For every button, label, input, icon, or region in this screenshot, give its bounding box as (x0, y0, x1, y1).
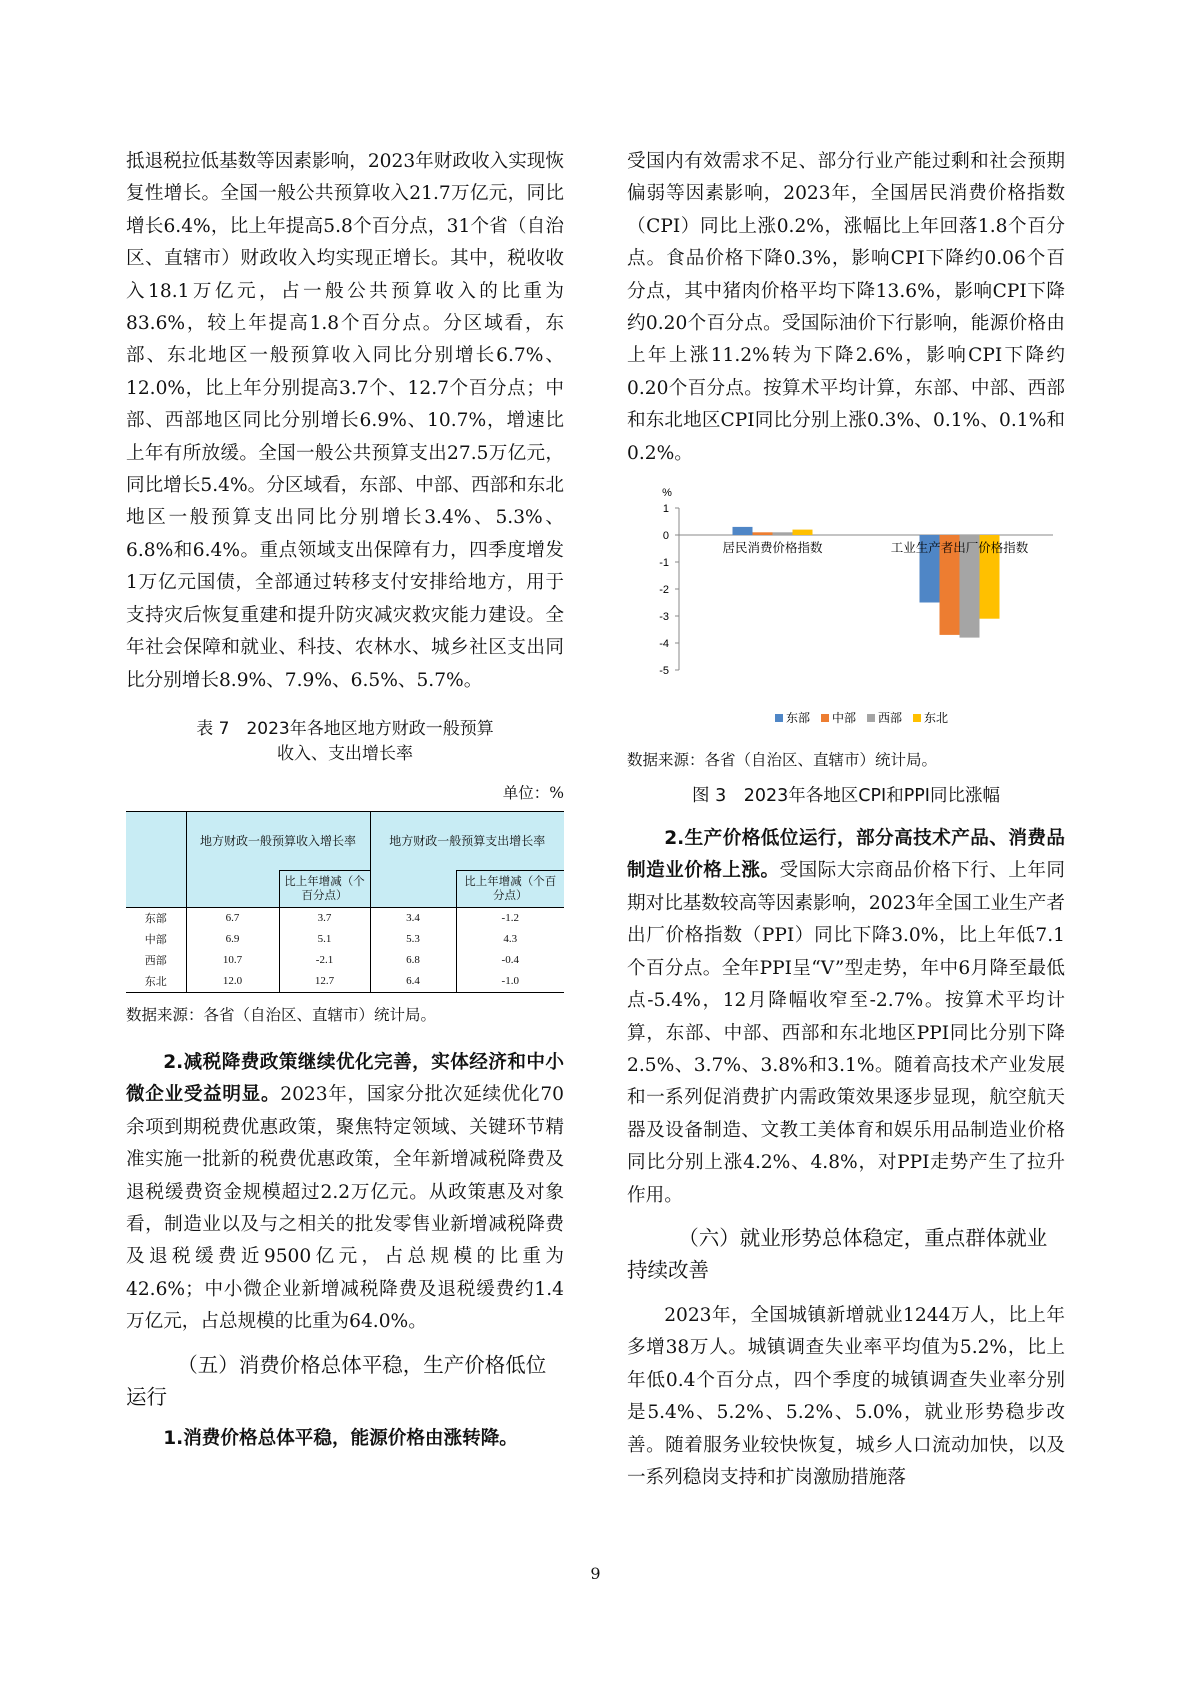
row-rev-chg: 3.7 (279, 907, 370, 929)
row-region: 东北 (126, 971, 186, 993)
cpi-paragraph: 受国内有效需求不足、部分行业产能过剩和社会预期偏弱等因素影响，2023年，全国居民消费价格指数（CPI）同比上涨0.2%，涨幅比上年回落1.8个百分点。食品价格下降0.3%，影响CPI下降约0.06个百分点，其中猪肉价格平均下降13.6%，影响CPI下降约0.20个百分点。受国际油价下行影响，能源价格由上年上涨11.2%转为下降2.6%，影响CPI下降约0.20个百分点。按算术平均计算，东部、中部、西部和东北地区CPI同比分别上涨0.3%、0.1%、0.1%和0.2%。 (627, 151, 1065, 464)
cpi-ppi-chart (627, 482, 1065, 744)
ppi-paragraph (627, 823, 1065, 1212)
y-tick-label: -3 (659, 611, 669, 624)
section-heading-5: （五）消费价格总体平稳，生产价格低位运行 (126, 1352, 547, 1409)
legend-swatch (821, 714, 829, 722)
ppi-paragraph-body: 受国际大宗商品价格下行、上年同期对比基数较高等因素影响，2023年全国工业生产者出厂价格指数（PPI）同比下降3.0%，比上年低7.1个百分点。全年PPI呈“V”型走势，年中6月降至最低点-5.4%，12月降幅收窄至-2.7%。按算术平均计算，东部、中部、西部和东北地区PPI同比分别下降2.5%、3.7%、3.8%和3.1%。随着高技术产业发展和一系列促消费扩内需政策效果逐步显现，航空航天器及设备制造、文教工美体育和娱乐用品制造业价格同比分别上涨4.2%、4.8%，对PPI走势产生了拉升作用。 (627, 860, 1065, 1206)
chart-bar (753, 532, 773, 535)
subheader-revenue: 比上年增减（个百分点） (279, 870, 370, 907)
row-exp: 6.4 (370, 971, 456, 993)
row-region: 西部 (126, 950, 186, 971)
row-rev-chg: 12.7 (279, 971, 370, 993)
chart-bar (773, 532, 793, 535)
tax-paragraph-lead: 2.减税降费政策继续优化完善，实体经济和中小微企业受益明显。 (126, 1051, 564, 1106)
row-exp-chg: 4.3 (503, 933, 518, 946)
x-category-label: 居民消费价格指数 (722, 540, 823, 556)
table-row (126, 929, 564, 950)
row-exp-chg: -1.0 (456, 971, 564, 993)
x-category-label: 工业生产者出厂价格指数 (890, 540, 1029, 556)
table-caption-line1: 表 7 2023年各地区地方财政一般预算 (196, 718, 494, 739)
table-row (126, 907, 564, 929)
row-exp-chg: -0.4 (501, 954, 519, 967)
y-tick-label: -5 (659, 665, 669, 678)
row-region: 中部 (126, 929, 186, 950)
legend-label: 东部 (786, 711, 811, 726)
legend-label: 中部 (832, 711, 857, 726)
finance-table (126, 811, 564, 993)
section-heading-6: （六）就业形势总体稳定，重点群体就业持续改善 (627, 1225, 1048, 1282)
legend-swatch (867, 714, 875, 722)
tax-paragraph-body: 2023年，国家分批次延续优化70余项到期税费优惠政策，聚焦特定领域、关键环节精准实施一批新的税费优惠政策，全年新增减税降费及退税缓费资金规模超过2.2万亿元。从政策惠及对象看，制造业以及与之相关的批发零售业新增减税降费及退税缓费近9500亿元，占总规模的比重为42.6%；中小微企业新增减税降费及退税缓费约1.4万亿元，占总规模的比重为64.0%。 (126, 1084, 564, 1333)
legend-label: 东北 (924, 711, 949, 726)
row-exp: 5.3 (370, 929, 456, 950)
y-tick-label: 0 (662, 530, 669, 543)
tax-paragraph (126, 1047, 564, 1339)
row-rev: 6.7 (186, 907, 279, 929)
row-rev-chg: 5.1 (279, 929, 370, 950)
table-row (126, 971, 564, 993)
chart-svg (627, 482, 1065, 744)
row-exp: 3.4 (370, 907, 456, 929)
chart-caption: 图 3 2023年各地区CPI和PPI同比涨幅 (692, 786, 1000, 807)
legend-swatch (775, 714, 783, 722)
table-row (126, 950, 564, 971)
consumer-price-lead-paragraph (126, 1423, 564, 1455)
chart-bar (793, 530, 813, 535)
row-region: 东部 (126, 907, 186, 929)
y-tick-label: 1 (662, 503, 669, 516)
y-tick-label: -4 (659, 638, 669, 651)
employment-paragraph: 2023年，全国城镇新增就业1244万人，比上年多增38万人。城镇调查失业率平均值为5.2%，比上年低0.4个百分点，四个季度的城镇调查失业率分别是5.4%、5.2%、5.2%、5.0%，就业形势稳步改善。随着服务业较快恢复，城乡人口流动加快，以及一系列稳岗支持和扩岗激励措施落 (627, 1304, 1065, 1488)
row-rev: 12.0 (186, 971, 279, 993)
y-tick-label: -2 (659, 584, 669, 597)
table-caption (126, 717, 564, 767)
legend-label: 西部 (878, 711, 903, 726)
table-caption-line2: 收入、支出增长率 (277, 743, 413, 764)
table-unit: 单位：% (502, 783, 564, 802)
row-rev: 10.7 (186, 950, 279, 971)
page-number: 9 (590, 1564, 601, 1583)
row-exp-chg: -1.2 (501, 912, 519, 925)
right-column (627, 146, 1065, 1494)
subheader-expenditure: 比上年增减（个百分点） (456, 870, 564, 907)
row-rev: 6.9 (186, 929, 279, 950)
left-column (126, 146, 564, 1455)
row-exp: 6.8 (370, 950, 456, 971)
intro-paragraph: 抵退税拉低基数等因素影响，2023年财政收入实现恢复性增长。全国一般公共预算收入21.7万亿元，同比增长6.4%，比上年提高5.8个百分点，31个省（自治区、直辖市）财政收入均实现正增长。其中，税收收入18.1万亿元，占一般公共预算收入的比重为83.6%，较上年提高1.8个百分点。分区域看，东部、东北地区一般预算收入同比分别增长6.7%、12.0%，比上年分别提高3.7个、12.7个百分点；中部、西部地区同比分别增长6.9%、10.7%，增速比上年有所放缓。全国一般公共预算支出27.5万亿元，同比增长5.4%。分区域看，东部、中部、西部和东北地区一般预算支出同比分别增长3.4%、5.3%、6.8%和6.4%。重点领域支出保障有力，四季度增发1万亿元国债，全部通过转移支付安排给地方，用于支持灾后恢复重建和提升防灾减灾救灾能力建设。全年社会保障和就业、科技、农林水、城乡社区支出同比分别增长8.9%、7.9%、6.5%、5.7%。 (126, 151, 564, 691)
y-tick-label: -1 (659, 557, 669, 570)
table-source: 数据来源：各省（自治区、直辖市）统计局。 (126, 1005, 437, 1024)
table-header-row (126, 811, 564, 870)
table-subheader-row (126, 870, 564, 907)
chart-bar (733, 527, 753, 535)
row-rev-chg: -2.1 (279, 950, 370, 971)
consumer-price-lead: 1.消费价格总体平稳，能源价格由涨转降。 (163, 1427, 518, 1449)
header-expenditure: 地方财政一般预算支出增长率 (370, 811, 564, 870)
ppi-paragraph-lead: 2.生产价格低位运行，部分高技术产品、消费品制造业价格上涨。 (627, 828, 1065, 882)
header-revenue: 地方财政一般预算收入增长率 (186, 811, 370, 870)
y-axis-label: % (662, 487, 672, 500)
chart-source: 数据来源：各省（自治区、直辖市）统计局。 (627, 751, 938, 770)
legend-swatch (913, 714, 921, 722)
